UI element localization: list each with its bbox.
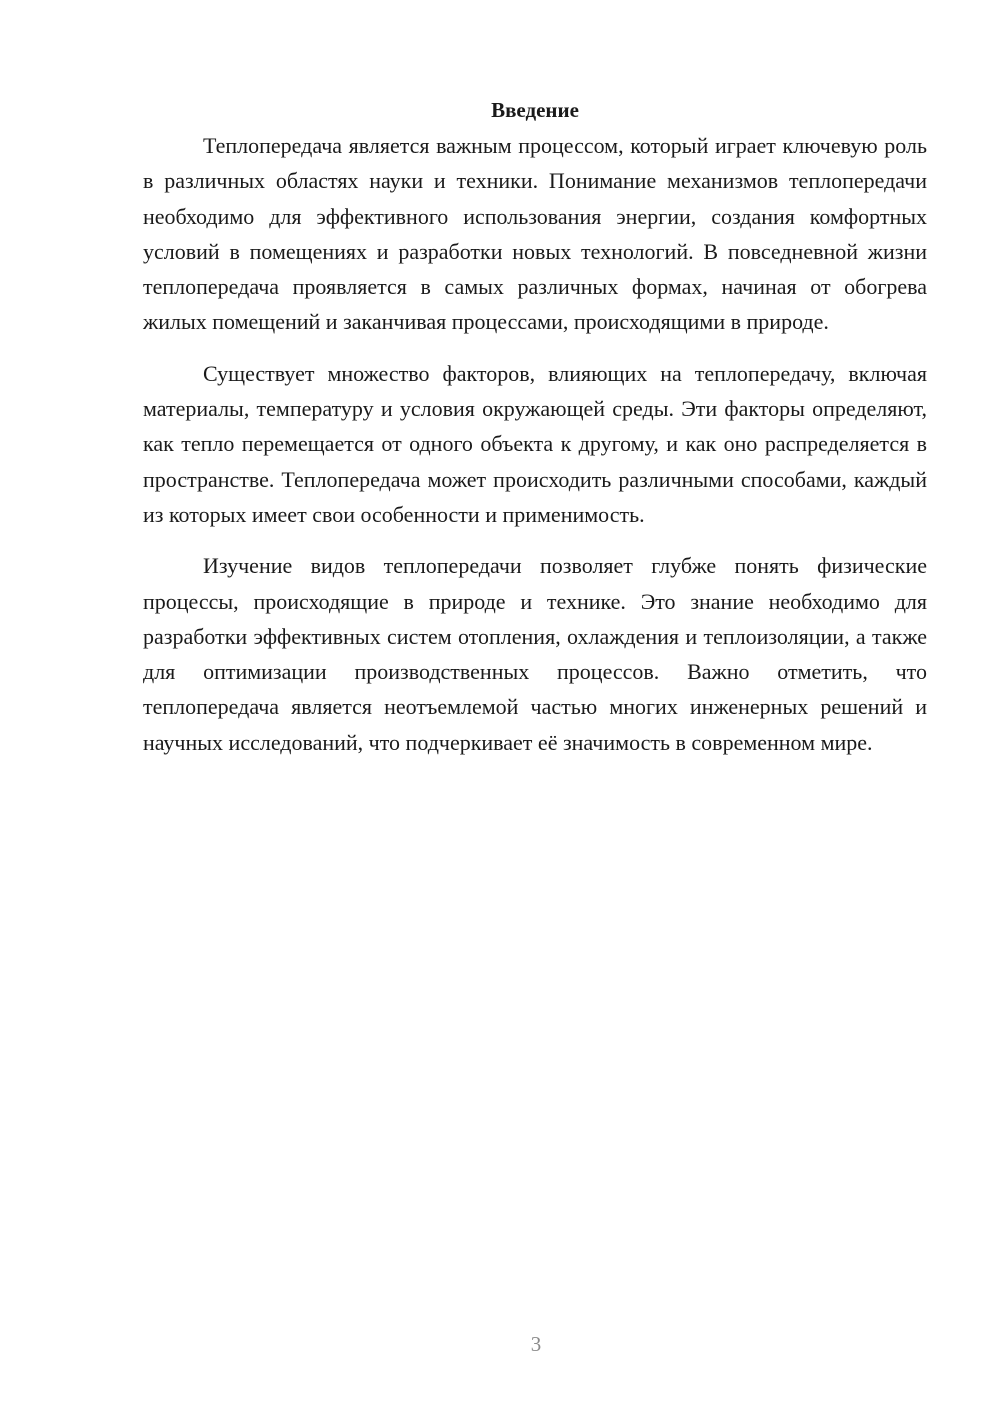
page-number: 3 <box>530 1332 542 1356</box>
paragraph-3: Изучение видов теплопередачи позволяет глубже понять физические процессы, происходящие в природе и технике. Это знание необходимо для разработки эффективных систем отопления, охлаждения и теплоизоляции, а также для оптимизации производственных процессов. Важно отметить, что теплопередача является неотъемлемой частью многих инженерных решений и научных исследований, что подчеркивает её значимость в современном мире. <box>143 553 927 755</box>
paragraph-1: Теплопередача является важным процессом, который играет ключевую роль в различных областях науки и техники. Понимание механизмов теплопередачи необходимо для эффективного использования энергии, создания комфортных условий в помещениях и разработки новых технологий. В повседневной жизни теплопередача проявляется в самых различных формах, начиная от обогрева жилых помещений и заканчивая процессами, происходящими в природе. <box>143 133 927 335</box>
page-content <box>143 92 927 776</box>
paragraph-2: Существует множество факторов, влияющих на теплопередачу, включая материалы, температуру и условия окружающей среды. Эти факторы определяют, как тепло перемещается от одного объекта к другому, и как оно распределяется в пространстве. Теплопередача может происходить различными способами, каждый из которых имеет свои особенности и применимость. <box>143 360 927 527</box>
section-heading: Введение <box>491 98 579 122</box>
